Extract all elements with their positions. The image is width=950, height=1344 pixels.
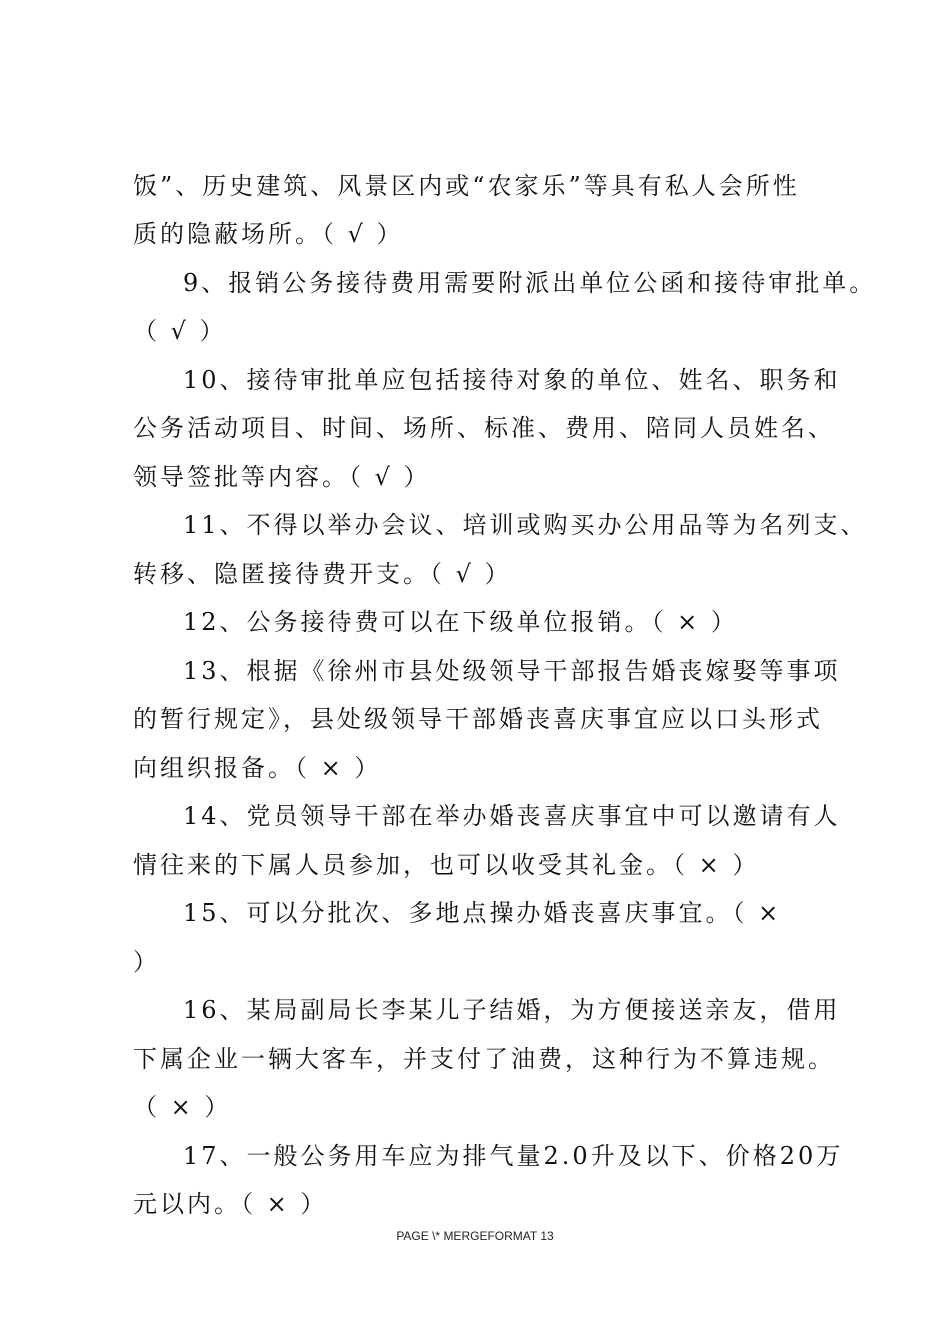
question-10: 10、接待审批单应包括接待对象的单位、姓名、职务和 [183,366,841,394]
text-line: 领导签批等内容。（ √ ） [133,463,431,491]
question-16: 16、某局副局长李某儿子结婚，为方便接送亲友，借用 [183,996,841,1024]
question-12: 12、公务接待费可以在下级单位报销。（ × ） [183,608,738,636]
text-line: ） [133,948,160,976]
question-17: 17、一般公务用车应为排气量2.0升及以下、价格20万 [183,1142,844,1170]
text-line: 的暂行规定》，县处级领导干部婚丧喜庆事宜应以口头形式 [133,705,823,733]
question-14: 14、党员领导干部在举办婚丧喜庆事宜中可以邀请有人 [183,802,841,830]
text-line: （ √ ） [133,317,227,345]
text-line: 情往来的下属人员参加，也可以收受其礼金。（ × ） [133,851,760,879]
text-line: 公务活动项目、时间、场所、标准、费用、陪同人员姓名、 [133,414,835,442]
text-line: 饭”、历史建筑、风景区内或“农家乐”等具有私人会所性 [133,172,800,200]
text-line: 向组织报备。（ × ） [133,754,382,782]
text-line: 转移、隐匿接待费开支。（ √ ） [133,560,512,588]
text-line: 元以内。（ × ） [133,1190,328,1218]
question-11: 11、不得以举办会议、培训或购买办公用品等为名列支、 [183,511,868,539]
question-9: 9、报销公务接待费用需要附派出单位公函和接待审批单。 [183,269,877,297]
text-line: 下属企业一辆大客车，并支付了油费，这种行为不算违规。 [133,1045,835,1073]
page-footer: PAGE \* MERGEFORMAT 13 [396,1229,554,1243]
text-line: （ × ） [133,1093,232,1121]
question-15: 15、可以分批次、多地点操办婚丧喜庆事宜。（ × [183,899,782,927]
question-13: 13、根据《徐州市县处级领导干部报告婚丧嫁娶等事项 [183,657,841,685]
text-line: 质的隐蔽场所。（ √ ） [133,220,404,248]
